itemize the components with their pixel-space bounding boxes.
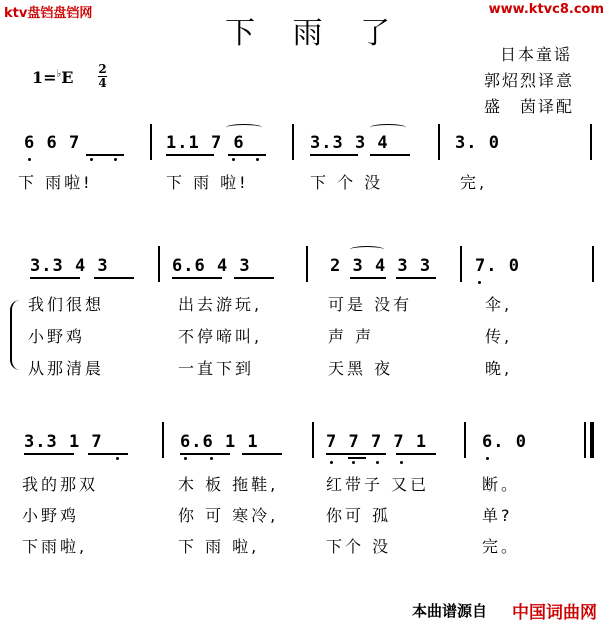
underline-eighth [172,277,222,279]
line2-v3-lyric-3: 天黑 夜 [328,359,394,378]
final-barline [590,422,594,458]
barline [158,246,160,282]
underline-eighth [396,453,436,455]
barline [306,246,308,282]
line2-v2-lyric-1: 小野鸡 [28,327,86,346]
line2-v2-lyric-4: 传, [485,327,513,346]
low-octave-dot [486,457,489,460]
line1-measure2-notes: 1.1 7 6 [166,133,245,153]
low-octave-dot [232,158,235,161]
line3-v1-lyric-4: 断。 [482,475,521,494]
line2-v3-lyric-4: 晚, [485,359,513,378]
underline-eighth [326,453,386,455]
line1-measure3-notes: 3.3 3 4 [310,133,389,153]
key-note: E [61,68,74,87]
line1-measure1-notes: 6 6 7 [24,133,81,153]
line3-v2-lyric-1: 小野鸡 [22,506,80,525]
slur [350,246,384,253]
line1-lyric-2: 下 雨 啦! [166,173,249,192]
footer-site-link[interactable]: 中国词曲网 [512,603,597,623]
key-signature [32,68,73,87]
low-octave-dot [478,281,481,284]
low-octave-dot [116,457,119,460]
low-octave-dot [184,457,187,460]
barline [162,422,164,458]
line2-v3-lyric-2: 一直下到 [178,359,255,378]
low-octave-dot [352,461,355,464]
barline [460,246,462,282]
barline [590,124,592,160]
meter-bottom: 4 [98,76,107,90]
low-octave-dot [400,461,403,464]
low-octave-dot [210,457,213,460]
line2-measure2-notes: 6.6 4 3 [172,256,251,276]
underline-eighth [86,154,124,156]
barline [592,246,594,282]
underline-eighth [242,453,282,455]
time-signature [98,64,107,89]
line2-v1-lyric-2: 出去游玩, [178,295,263,314]
low-octave-dot [90,158,93,161]
barline [464,422,466,458]
underline-eighth [94,277,134,279]
underline-eighth [228,154,266,156]
underline-eighth [88,453,128,455]
line2-v3-lyric-1: 从那清晨 [28,359,105,378]
credit-arranger: 盛 茵译配 [484,97,575,116]
underline-eighth [180,453,230,455]
line3-v3-lyric-1: 下雨啦, [22,537,88,556]
barline [292,124,294,160]
watermark-right: www.ktvc8.com [488,2,604,17]
low-octave-dot [330,461,333,464]
slur [226,124,262,131]
line3-v2-lyric-3: 你可 孤 [326,506,392,525]
barline [150,124,152,160]
key-prefix: 1= [32,68,57,87]
line2-v2-lyric-3: 声 声 [328,327,375,346]
barline [584,422,586,458]
line3-measure3-notes: 7 7 7 7 1 [326,432,428,452]
line2-v2-lyric-2: 不停啼叫, [178,327,263,346]
line3-v3-lyric-3: 下个 没 [326,537,392,556]
song-title: 下 雨 了 [225,16,405,51]
line1-measure4-notes: 3. 0 [455,133,500,153]
flat-sign: ♭ [56,68,62,80]
underline-eighth [350,277,386,279]
line3-v2-lyric-2: 你 可 寒冷, [178,506,279,525]
underline-sixteenth [348,457,366,459]
line3-v1-lyric-2: 木 板 拖鞋, [178,475,279,494]
meter-top: 2 [98,62,107,76]
line3-v3-lyric-2: 下 雨 啦, [178,537,260,556]
line3-v1-lyric-1: 我的那双 [22,475,99,494]
line1-lyric-3: 下 个 没 [310,173,384,192]
line3-measure1-notes: 3.3 1 7 [24,432,103,452]
low-octave-dot [114,158,117,161]
underline-eighth [24,453,74,455]
watermark-left: ktv盘铛盘铛网 [4,6,93,21]
credit-origin: 日本童谣 [500,45,573,64]
line2-v1-lyric-3: 可是 没有 [328,295,413,314]
line1-lyric-4: 完, [460,173,488,192]
line2-v1-lyric-1: 我们很想 [28,295,105,314]
line3-measure2-notes: 6.6 1 1 [180,432,259,452]
underline-eighth [310,154,358,156]
slur [370,124,406,131]
low-octave-dot [256,158,259,161]
low-octave-dot [28,158,31,161]
line1-lyric-1: 下 雨啦! [18,173,93,192]
line2-v1-lyric-4: 伞, [485,295,513,314]
verse-brace [10,300,22,370]
footer-source-label: 本曲谱源自 [412,602,488,620]
underline-eighth [30,277,80,279]
line2-measure4-notes: 7. 0 [475,256,520,276]
underline-eighth [370,154,410,156]
low-octave-dot [376,461,379,464]
line3-v3-lyric-4: 完。 [482,537,521,556]
credit-translator: 郭炤烈译意 [484,71,575,90]
underline-eighth [234,277,274,279]
barline [438,124,440,160]
underline-eighth [166,154,214,156]
barline [312,422,314,458]
line2-measure1-notes: 3.3 4 3 [30,256,109,276]
line3-measure4-notes: 6. 0 [482,432,527,452]
line3-v1-lyric-3: 红带子 又已 [326,475,430,494]
line3-v2-lyric-4: 单? [482,506,513,525]
underline-eighth [396,277,436,279]
line2-measure3-notes: 2 3 4 3 3 [330,256,432,276]
